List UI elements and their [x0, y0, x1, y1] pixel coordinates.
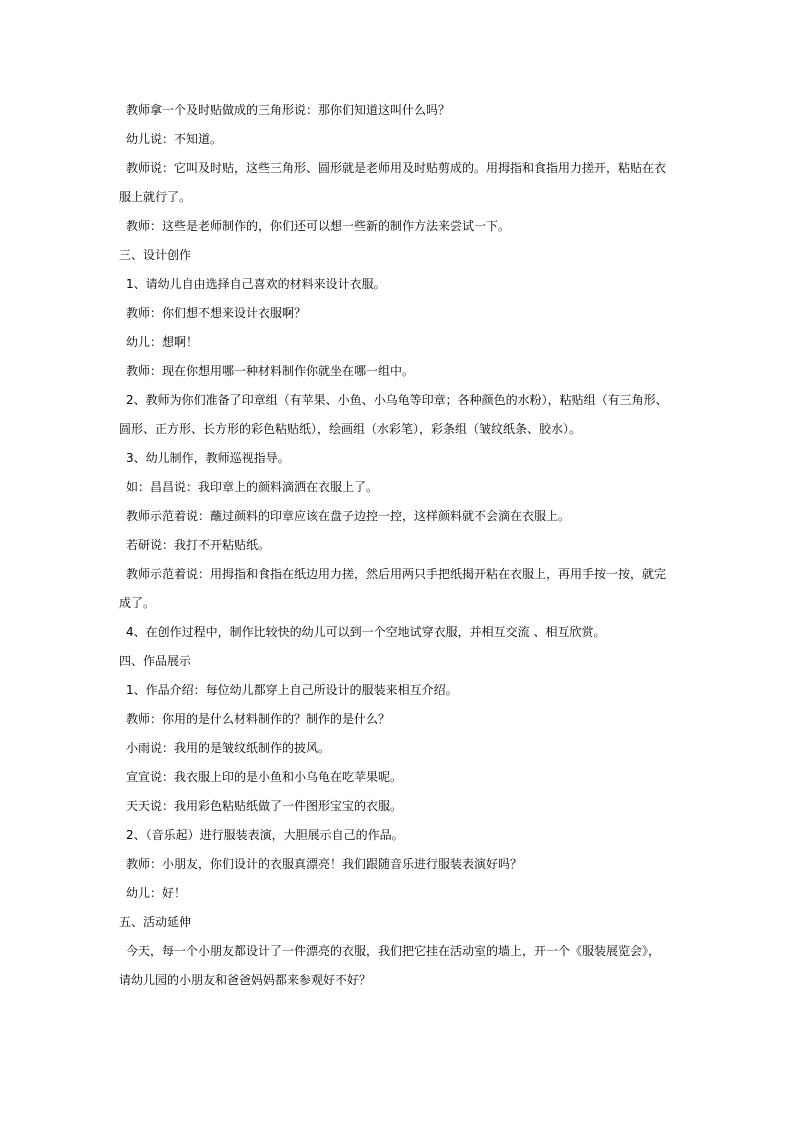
paragraph-line: 成了。 [119, 596, 156, 610]
paragraph-line: 四、作品展示 [119, 654, 192, 668]
paragraph-line: 教师拿一个及时贴做成的三角形说：那你们知道这叫什么吗？ [126, 103, 451, 117]
paragraph-line: 教师示范着说：蘸过颜料的印章应该在盘子边控一控，这样颜料就不会滴在衣服上。 [126, 509, 571, 523]
paragraph-line: 幼儿：想啊！ [126, 335, 199, 349]
paragraph-line: 若研说：我打不开粘贴纸。 [126, 538, 271, 552]
paragraph-line: 3、幼儿制作，教师巡视指导。 [126, 451, 290, 465]
paragraph-line: 教师：这些是老师制作的，你们还可以想一些新的制作方法来尝试一下。 [126, 219, 511, 233]
paragraph-line: 2、教师为你们准备了印章组（有苹果、小鱼、小乌龟等印章；各种颜色的水粉），粘贴组（有三角形、 [126, 393, 668, 407]
paragraph-line: 五、活动延伸 [119, 915, 192, 929]
paragraph-line: 教师示范着说：用拇指和食指在纸边用力搓，然后用两只手把纸揭开粘在衣服上，再用手按一按，就完 [126, 567, 667, 581]
document-body [119, 96, 679, 995]
paragraph-line: 教师：现在你想用哪一种材料制作你就坐在哪一组中。 [126, 364, 415, 378]
paragraph-line: 如：昌昌说：我印章上的颜料滴洒在衣服上了。 [126, 480, 379, 494]
paragraph-line: 教师：你们想不想来设计衣服啊？ [126, 306, 307, 320]
paragraph-line: 教师：你用的是什么材料制作的？制作的是什么？ [126, 712, 391, 726]
paragraph-line: 三、设计创作 [119, 248, 192, 262]
paragraph-line: 教师：小朋友，你们设计的衣服真漂亮！我们跟随音乐进行服装表演好吗？ [126, 857, 523, 871]
paragraph-line: 幼儿说：不知道。 [126, 132, 223, 146]
paragraph-line: 天天说：我用彩色粘贴纸做了一件图形宝宝的衣服。 [126, 799, 403, 813]
paragraph-line: 小雨说：我用的是皱纹纸制作的披风。 [126, 741, 331, 755]
paragraph-line: 1、作品介绍：每位幼儿都穿上自己所设计的服装来相互介绍。 [126, 683, 458, 697]
paragraph-line: 2、（音乐起）进行服装表演，大胆展示自己的作品。 [126, 828, 404, 842]
paragraph-line: 服上就行了。 [119, 190, 192, 204]
paragraph-line: 圆形、正方形、长方形的彩色粘贴纸），绘画组（水彩笔），彩条组（皱纹纸条、胶水）。 [119, 422, 582, 436]
paragraph-line: 教师说：它叫及时贴，这些三角形、圆形就是老师用及时贴剪成的。用拇指和食指用力搓开，粘贴在衣 [126, 161, 667, 175]
paragraph-line: 宣宣说：我衣服上印的是小鱼和小乌龟在吃苹果呢。 [126, 770, 403, 784]
paragraph-line: 4、在创作过程中，制作比较快的幼儿可以到一个空地试穿衣服，并相互交流 、相互欣赏。 [126, 625, 606, 639]
paragraph-line: 1、请幼儿自由选择自己喜欢的材料来设计衣服。 [126, 277, 386, 291]
paragraph-line: 今天，每一个小朋友都设计了一件漂亮的衣服，我们把它挂在活动室的墙上，开一个《服装展览会》， [126, 944, 661, 958]
paragraph-line: 幼儿：好！ [126, 886, 187, 900]
paragraph-line: 请幼儿园的小朋友和爸爸妈妈都来参观好不好？ [119, 973, 372, 987]
